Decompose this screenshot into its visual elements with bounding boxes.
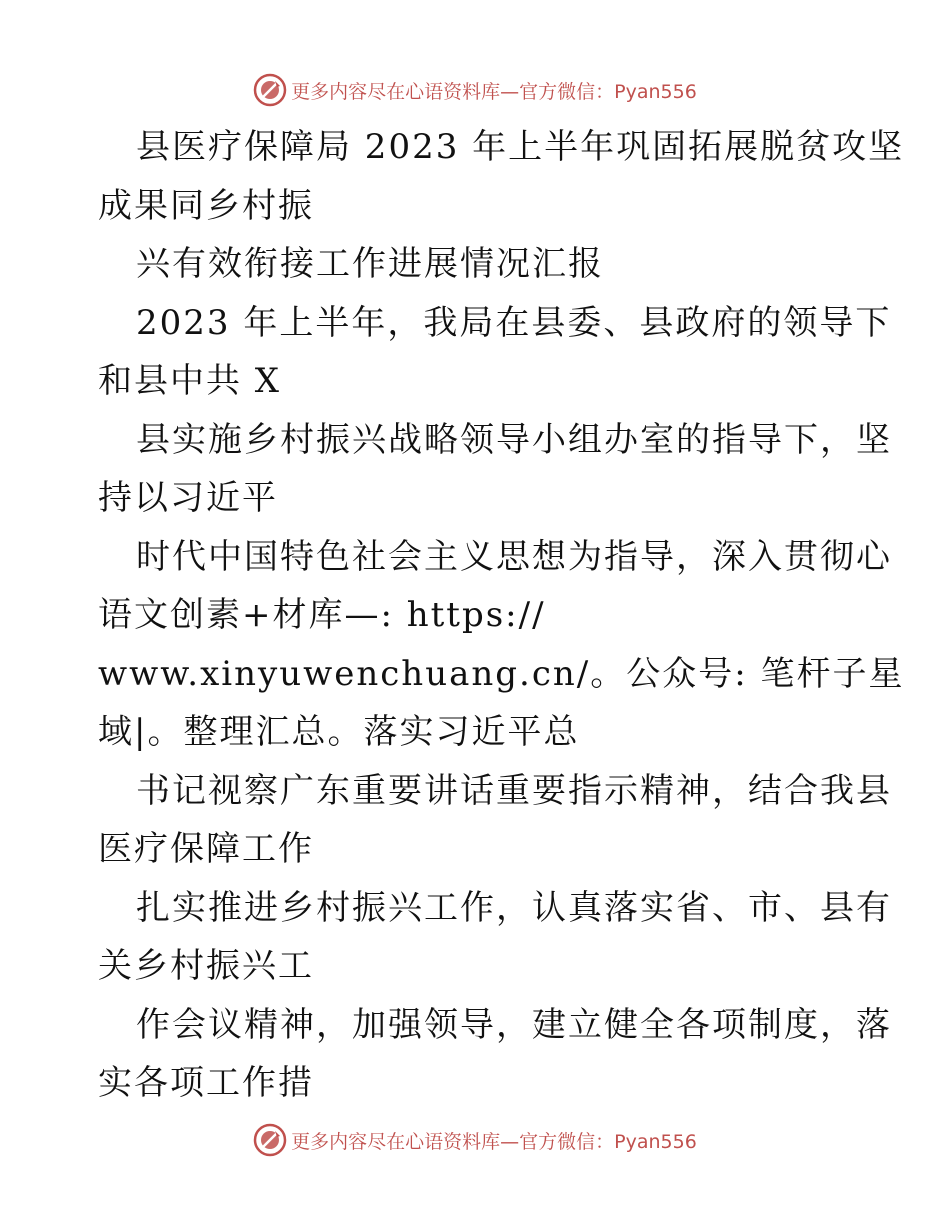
body-line: 兴有效衔接工作进展情况汇报: [136, 244, 604, 284]
footer-banner-text: 更多内容尽在心语资料库—官方微信：Pyan556: [291, 1130, 697, 1153]
document-body: [98, 118, 905, 1113]
body-line: 县实施乡村振兴战略领导小组办室的指导下，坚: [136, 419, 892, 460]
footer-watermark-banner: [0, 1120, 950, 1160]
body-line: 域|。整理汇总。落实习近平总: [98, 712, 580, 752]
body-line: www.xinyuwenchuang.cn/。公众号: 笔杆子星: [98, 653, 905, 694]
body-line: 2023 年上半年，我局在县委、县政府的领导下: [136, 302, 892, 343]
body-line: 时代中国特色社会主义思想为指导，深入贯彻心: [136, 536, 892, 577]
seal-logo-icon: [253, 73, 287, 107]
body-line: 语文创素+材库—: https://: [98, 595, 546, 635]
body-line: 关乡村振兴工: [98, 946, 314, 986]
body-line: 作会议精神，加强领导，建立健全各项制度，落: [136, 1004, 892, 1045]
body-line: 书记视察广东重要讲话重要指示精神，结合我县: [136, 770, 892, 811]
body-line: 持以习近平: [98, 478, 278, 518]
body-line: 扎实推进乡村振兴工作，认真落实省、市、县有: [136, 887, 892, 928]
seal-logo-icon: [253, 1123, 287, 1157]
header-banner-text: 更多内容尽在心语资料库—官方微信：Pyan556: [291, 80, 697, 103]
body-line: 和县中共 X: [98, 361, 282, 401]
body-line: 医疗保障工作: [98, 829, 314, 869]
header-watermark-banner: [0, 70, 950, 110]
body-line: 县医疗保障局 2023 年上半年巩固拓展脱贫攻坚: [136, 127, 905, 167]
body-line: 实各项工作措: [98, 1063, 314, 1103]
body-line: 成果同乡村振: [98, 185, 314, 226]
